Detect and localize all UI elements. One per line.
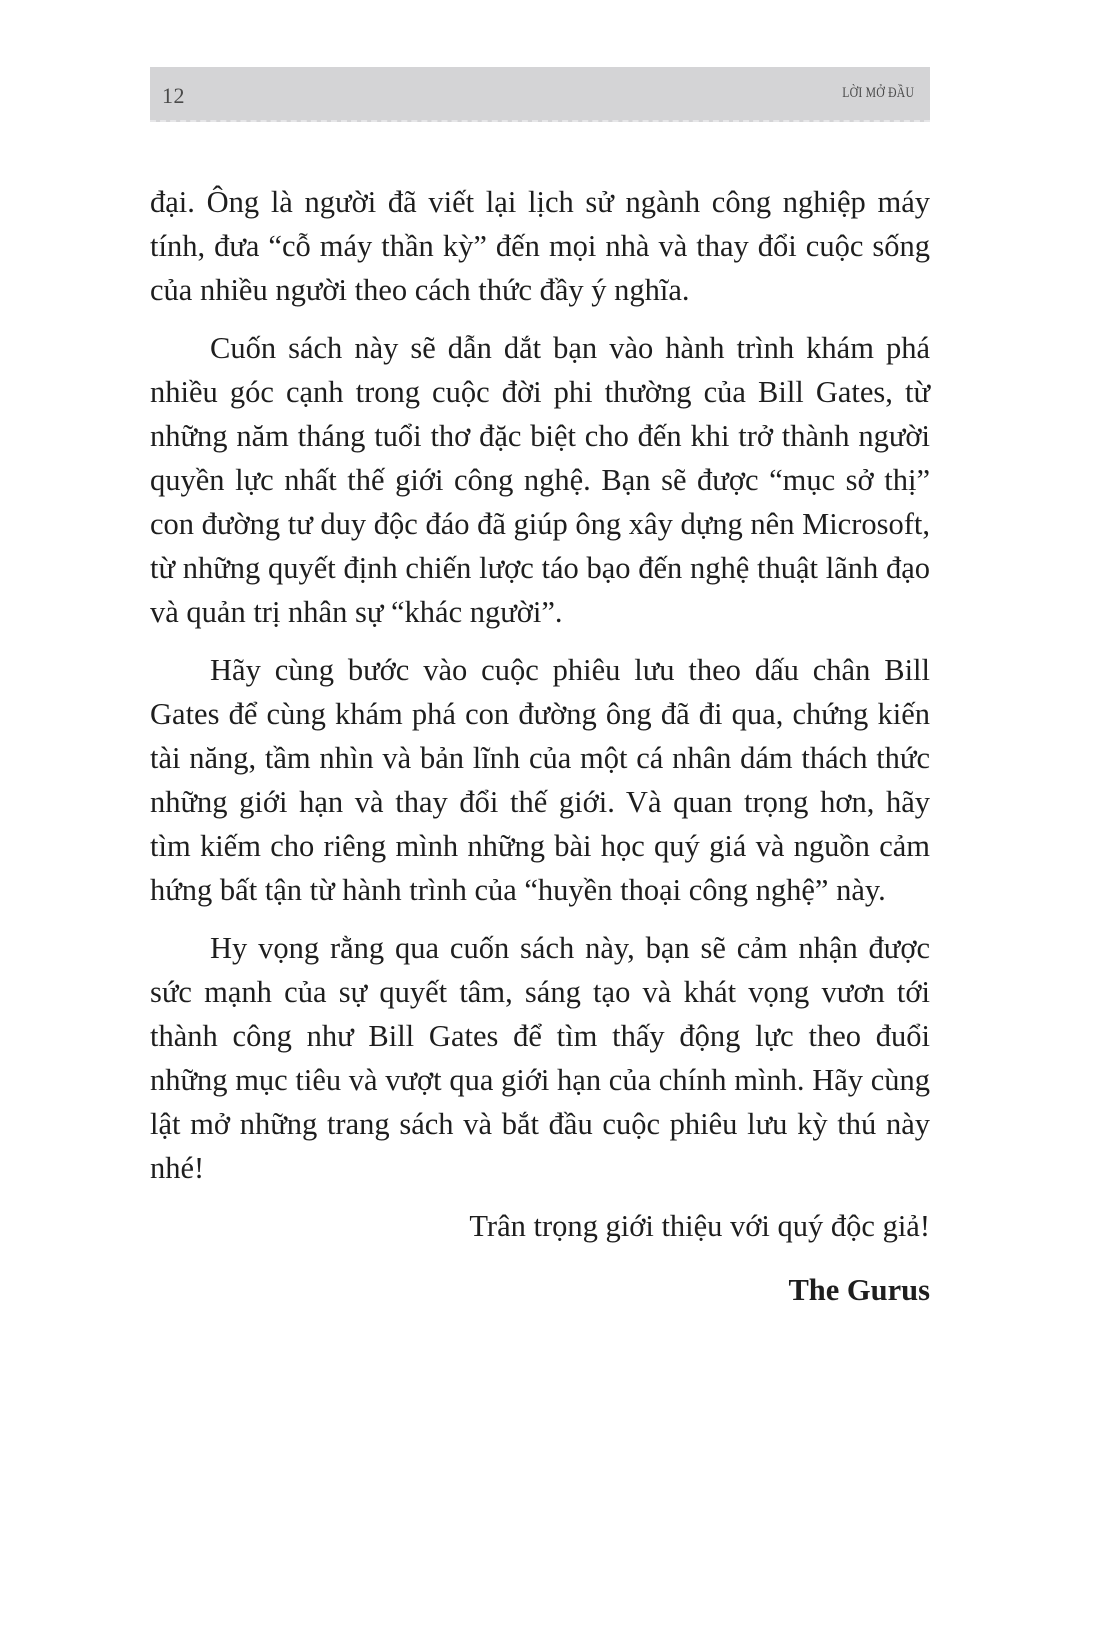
running-title: LỜI MỞ ĐẦU bbox=[842, 85, 914, 101]
page-body bbox=[150, 180, 930, 1312]
paragraph-1: đại. Ông là người đã viết lại lịch sử ngành công nghiệp máy tính, đưa “cỗ máy thần kỳ” đến mọi nhà và thay đổi cuộc sống của nhiều người theo cách thức đầy ý nghĩa. bbox=[150, 185, 930, 307]
paragraph-3: Hãy cùng bước vào cuộc phiêu lưu theo dấu chân Bill Gates để cùng khám phá con đường ông đã đi qua, chứng kiến tài năng, tầm nhìn và bản lĩnh của một cá nhân dám thách thức những giới hạn và thay đổi thế giới. Và quan trọng hơn, hãy tìm kiếm cho riêng mình những bài học quý giá và nguồn cảm hứng bất tận từ hành trình của “huyền thoại công nghệ” này. bbox=[150, 653, 930, 907]
paragraph-4: Hy vọng rằng qua cuốn sách này, bạn sẽ cảm nhận được sức mạnh của sự quyết tâm, sáng tạo và khát vọng vươn tới thành công như Bill Gates để tìm thấy động lực theo đuổi những mục tiêu và vượt qua giới hạn của chính mình. Hãy cùng lật mở những trang sách và bắt đầu cuộc phiêu lưu kỳ thú này nhé! bbox=[150, 931, 930, 1185]
paragraph-2: Cuốn sách này sẽ dẫn dắt bạn vào hành trình khám phá nhiều góc cạnh trong cuộc đời phi thường của Bill Gates, từ những năm tháng tuổi thơ đặc biệt cho đến khi trở thành người quyền lực nhất thế giới công nghệ. Bạn sẽ được “mục sở thị” con đường tư duy độc đáo đã giúp ông xây dựng nên Microsoft, từ những quyết định chiến lược táo bạo đến nghệ thuật lãnh đạo và quản trị nhân sự “khác người”. bbox=[150, 331, 930, 629]
signature: The Gurus bbox=[788, 1273, 930, 1307]
running-header bbox=[150, 67, 930, 122]
page-number: 12 bbox=[162, 83, 185, 108]
closing-line: Trân trọng giới thiệu với quý độc giả! bbox=[469, 1209, 930, 1243]
